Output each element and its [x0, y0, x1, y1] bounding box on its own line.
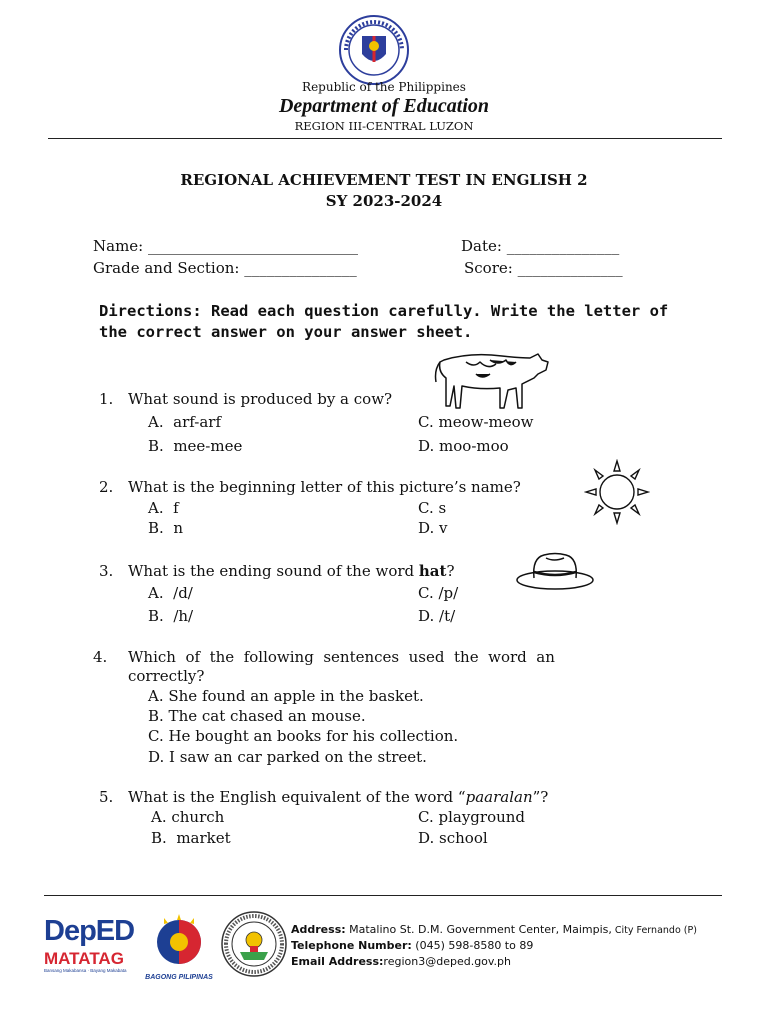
question-5-text: [128, 788, 548, 806]
address-label: Address:: [291, 923, 346, 936]
question-1-option-a: A. arf-arf: [148, 413, 222, 431]
directions-line-1: Directions: Read each question carefully. Write the letter of: [99, 302, 669, 320]
question-4-text-line-2: correctly?: [128, 667, 205, 685]
question-4-text-line-1: Which of the following sentences used the word an: [128, 648, 555, 666]
question-1-number: 1.: [99, 390, 114, 408]
question-1-option-c: C. meow-meow: [418, 413, 534, 431]
bagong-pilipinas-logo: [144, 912, 214, 984]
region-line: REGION III-CENTRAL LUZON: [294, 119, 474, 133]
address-value: Matalino St. D.M. Government Center, Maimpis,: [345, 923, 612, 936]
school-year: SY 2023-2024: [325, 192, 443, 210]
question-4-option-c: C. He bought an books for his collection.: [148, 727, 459, 745]
question-5-option-d: D. school: [418, 829, 488, 847]
question-3-text: [128, 562, 455, 580]
department-title: Department of Education: [278, 95, 489, 117]
question-2-option-d: D. v: [418, 519, 448, 537]
name-field: Name: ____________________________: [93, 237, 358, 255]
question-1-text: What sound is produced by a cow?: [128, 390, 393, 408]
deped-logo: [44, 915, 135, 982]
question-2-number: 2.: [99, 478, 114, 496]
address-city: City Fernando (P): [611, 925, 697, 936]
matatag-wordmark: MATATAG: [44, 949, 124, 968]
hat-illustration: [514, 550, 596, 592]
deped-seal-icon: [338, 14, 410, 86]
sun-illustration: [584, 459, 650, 525]
matatag-tagline: Bansang Makabansa · Bayang Makabata: [44, 968, 127, 973]
republic-line: Republic of the Philippines: [302, 80, 466, 94]
question-5-number: 5.: [99, 788, 114, 806]
date-field: Date: _______________: [461, 237, 620, 255]
question-5-italic-word: paaralan: [465, 788, 533, 806]
question-1-option-b: B. mee-mee: [148, 437, 243, 455]
email-value: region3@deped.gov.ph: [383, 955, 512, 968]
question-5-option-c: C. playground: [418, 808, 526, 826]
test-title: REGIONAL ACHIEVEMENT TEST IN ENGLISH 2: [180, 171, 588, 189]
question-5-option-b: B. market: [151, 829, 231, 847]
deped-wordmark: DepED: [44, 915, 135, 947]
question-2-option-b: B. n: [148, 519, 183, 537]
telephone-line: [291, 939, 533, 952]
question-4-option-d: D. I saw an car parked on the street.: [148, 748, 427, 766]
question-5-text-end: ”?: [532, 788, 549, 806]
question-5-text-start: What is the English equivalent of the word “: [128, 788, 466, 806]
question-2-option-a: A. f: [148, 499, 179, 517]
address-line: [291, 923, 697, 936]
question-4-option-a: A. She found an apple in the basket.: [148, 687, 424, 705]
question-5-option-a: A. church: [151, 808, 225, 826]
bagong-pilipinas-text: BAGONG PILIPINAS: [145, 974, 213, 981]
footer-divider: [44, 895, 722, 896]
question-3-option-a: A. /d/: [148, 584, 193, 602]
cow-illustration: [430, 348, 552, 414]
grade-section-field: Grade and Section: _______________: [93, 259, 357, 277]
telephone-label: Telephone Number:: [291, 939, 412, 952]
question-4-number: 4.: [93, 648, 108, 666]
question-3-text-start: What is the ending sound of the word: [128, 562, 419, 580]
question-2-option-c: C. s: [418, 499, 447, 517]
question-1-option-d: D. moo-moo: [418, 437, 509, 455]
question-3-number: 3.: [99, 562, 114, 580]
directions-line-2: the correct answer on your answer sheet.: [99, 323, 473, 341]
email-line: [291, 955, 511, 968]
question-3-option-c: C. /p/: [418, 584, 459, 602]
question-3-bold-word: hat: [418, 562, 447, 580]
question-3-option-d: D. /t/: [418, 607, 456, 625]
question-3-option-b: B. /h/: [148, 607, 194, 625]
question-3-text-end: ?: [446, 562, 455, 580]
email-label: Email Address:: [291, 955, 384, 968]
score-field: Score: ______________: [464, 259, 623, 277]
telephone-value: (045) 598-8580 to 89: [411, 939, 534, 952]
header-divider: [48, 138, 722, 139]
question-4-option-b: B. The cat chased an mouse.: [148, 707, 366, 725]
question-2-text: What is the beginning letter of this picture’s name?: [128, 478, 521, 496]
division-seal-icon: [220, 910, 288, 978]
